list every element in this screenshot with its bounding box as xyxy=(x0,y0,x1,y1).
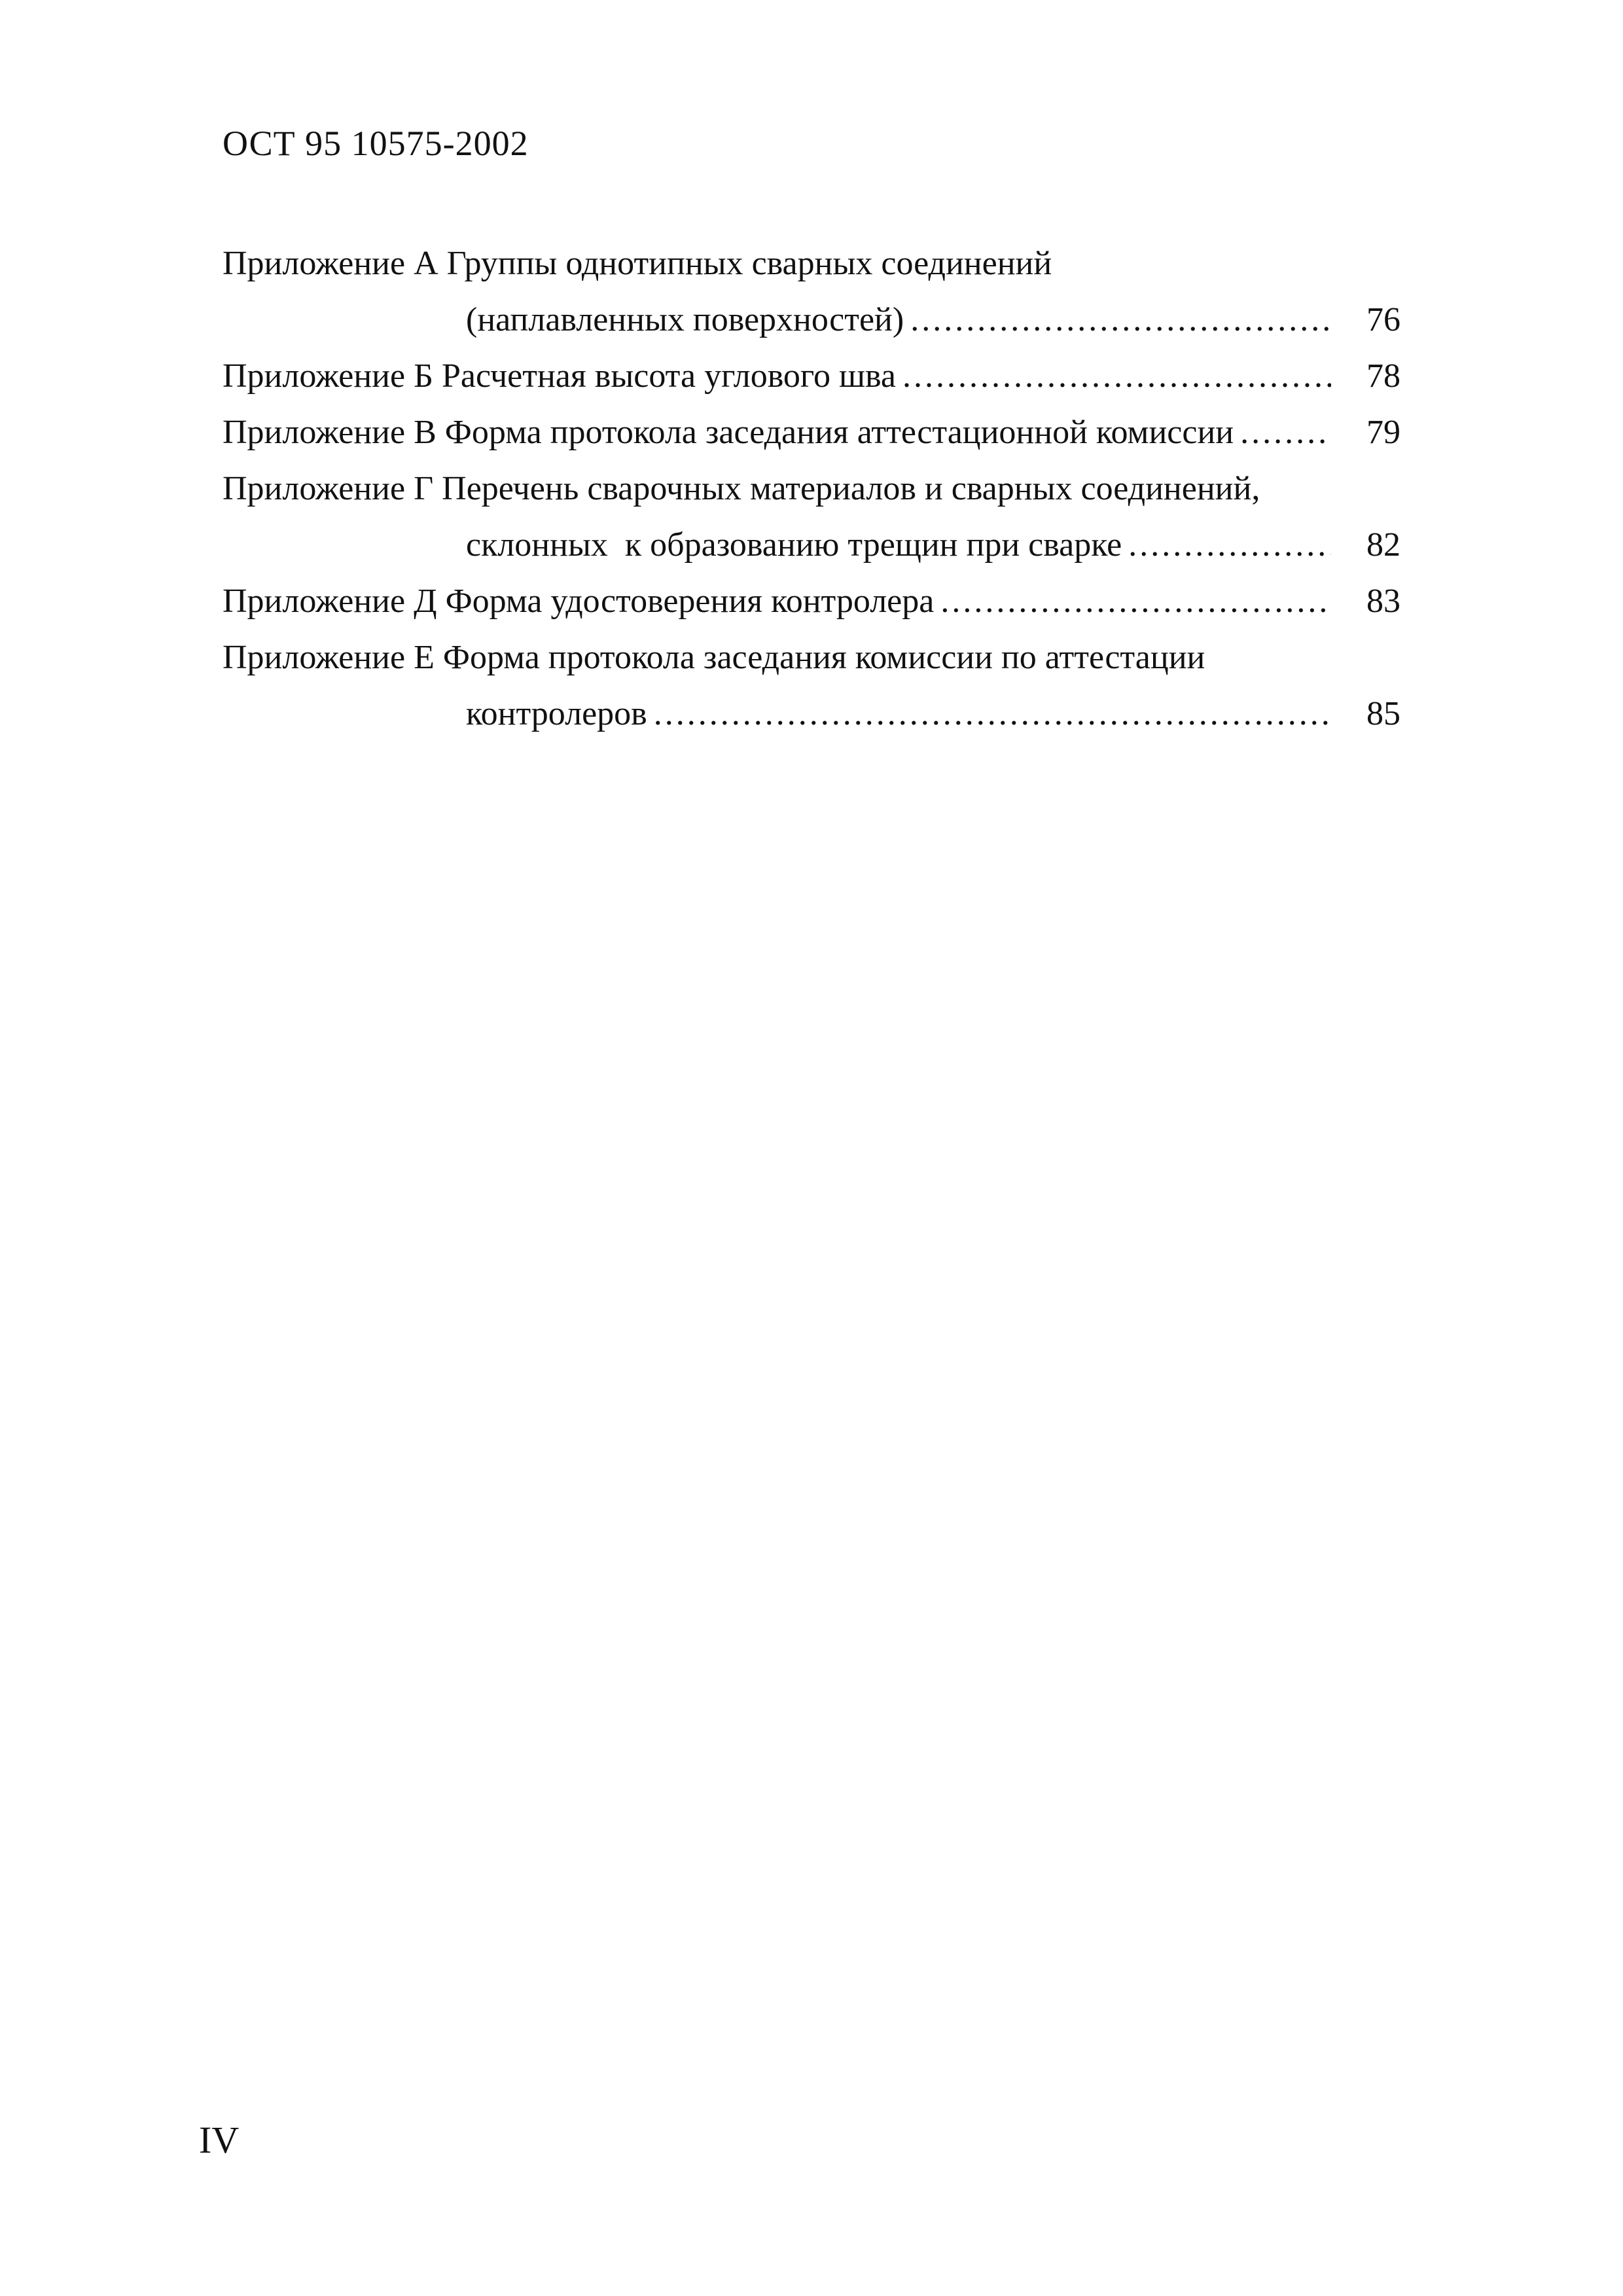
toc-entry-page: 79 xyxy=(1366,414,1400,451)
toc-entry-title: Форма удостоверения контролера xyxy=(445,583,935,620)
page-number: IV xyxy=(199,2119,240,2161)
dot-leader xyxy=(910,292,1331,348)
table-of-contents xyxy=(223,236,1400,742)
toc-entry-title: Форма протокола заседания комиссии по аттестации xyxy=(442,639,1205,676)
toc-entry-appendix-a[interactable] xyxy=(223,236,1400,348)
dot-leader xyxy=(902,348,1331,404)
toc-entry-line xyxy=(223,348,1400,404)
toc-entry-title-continued: (наплавленных поверхностей) xyxy=(466,301,904,338)
toc-entry-heading xyxy=(223,630,1400,686)
toc-entry-heading xyxy=(223,461,1400,517)
toc-entry-title: Форма протокола заседания аттестационной комиссии xyxy=(444,414,1234,451)
toc-entry-appendix-v[interactable] xyxy=(223,404,1400,461)
dot-leader xyxy=(654,686,1331,742)
toc-entry-title: Перечень сварочных материалов и сварных соединений, xyxy=(442,470,1260,507)
toc-entry-line xyxy=(223,517,1400,573)
toc-entry-heading xyxy=(223,573,934,630)
toc-entry-line xyxy=(223,292,1400,348)
toc-entry-label: Приложение В xyxy=(223,414,437,451)
toc-entry-page: 82 xyxy=(1366,526,1400,564)
dot-leader xyxy=(1128,517,1331,573)
toc-entry-heading xyxy=(223,404,1234,461)
toc-entry-page: 85 xyxy=(1366,695,1400,732)
toc-entry-label: Приложение Б xyxy=(223,357,433,395)
toc-entry-page: 83 xyxy=(1366,583,1400,620)
toc-entry-appendix-g[interactable] xyxy=(223,461,1400,573)
toc-entry-label: Приложение Е xyxy=(223,639,435,676)
toc-entry-label: Приложение Г xyxy=(223,470,434,507)
toc-entry-page: 76 xyxy=(1366,301,1400,338)
toc-entry-title-continued: контролеров xyxy=(466,695,647,732)
toc-entry-line xyxy=(223,630,1400,686)
toc-entry-label: Приложение Д xyxy=(223,583,437,620)
toc-entry-line xyxy=(223,461,1400,517)
toc-entry-label: Приложение А xyxy=(223,245,438,282)
toc-entry-title: Расчетная высота углового шва xyxy=(441,357,896,395)
dot-leader xyxy=(940,573,1331,630)
toc-entry-line xyxy=(223,404,1400,461)
dot-leader xyxy=(1240,404,1331,461)
toc-entry-appendix-d[interactable] xyxy=(223,573,1400,630)
document-code: ОСТ 95 10575-2002 xyxy=(223,124,529,163)
toc-entry-title: Группы однотипных сварных соединений xyxy=(446,245,1052,282)
toc-entry-appendix-e[interactable] xyxy=(223,630,1400,742)
toc-entry-title-continued: склонных к образованию трещин при сварке xyxy=(466,526,1122,564)
toc-entry-line xyxy=(223,686,1400,742)
toc-entry-heading xyxy=(223,236,1400,292)
toc-entry-heading xyxy=(223,348,896,404)
toc-entry-line xyxy=(223,573,1400,630)
toc-entry-appendix-b[interactable] xyxy=(223,348,1400,404)
toc-entry-page: 78 xyxy=(1366,357,1400,395)
toc-entry-line xyxy=(223,236,1400,292)
